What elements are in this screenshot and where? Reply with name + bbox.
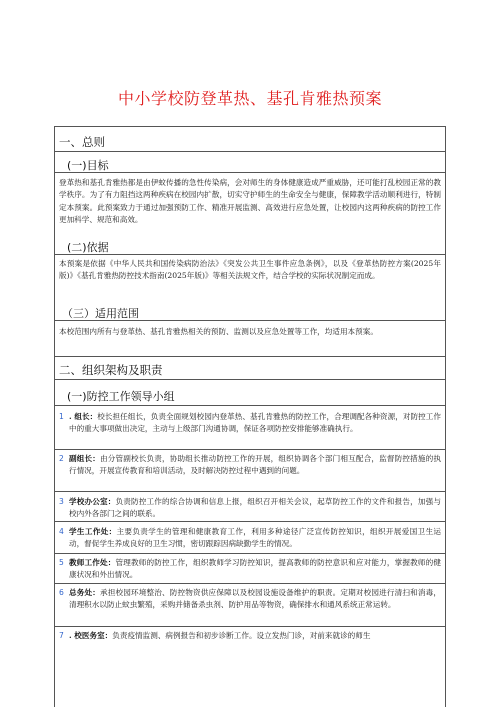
basis-paragraph: 本预案是依据《中华人民共和国传染病防治法》《突发公共卫生事件应急条例》，以及《登革热防控方案(2025年版)》《基孔肯雅热防控技术指南(2025年版)》等相关法规文件，结合学校的实际状况制定而成。 — [59, 259, 441, 281]
section-divider — [54, 521, 446, 522]
list-item-role: 学校办公室： — [69, 497, 116, 506]
section-divider — [54, 405, 446, 406]
list-item-text: 主要负责学生的管理和健康教育工作，利用多种途径广泛宣传防控知识，组织开展爱国卫生运动，督促学生养成良好的卫生习惯，密切跟踪因病缺勤学生的情况。 — [69, 527, 441, 549]
list-item-role: . 校医务室： — [69, 631, 113, 640]
list-item-text: 管理教师的防控工作，组织教师学习防控知识，提高教师的防控意识和应对能力，掌握教师的健康状况和外出情况。 — [69, 558, 442, 580]
list-item-role: 副组长： — [69, 454, 101, 463]
leading-group-heading: (一)防控工作领导小组 — [67, 390, 175, 403]
list-item-text: 承担校园环境整治、防控物资供应保障以及校园设施设备维护的职责。定期对校园进行清扫和消毒，清理积水以防止蚊虫繁殖，采购并储备杀虫剂、防护用品等物资，确保排水和通风系统正常运转。 — [69, 588, 441, 610]
section-divider — [54, 379, 446, 380]
basis-heading: (二)依据 — [67, 241, 109, 254]
objective-paragraph: 登革热和基孔肯雅热都是由伊蚊传播的急性传染病，会对师生的身体健康造成严重威胁，还可能打乱校园正常的教学秩序。为了有力阻挡这两种疾病在校园内扩散，切实守护师生的生命安全与健康，保障教学活动顺利进行，特制定本预案。此预案致力于通过加强预防工作、精准开展监测、高效进行应急处置，让校园内这两种疾病的防控工作更加科学、规范和高效。 — [59, 178, 441, 225]
list-item-number: 6 — [59, 588, 64, 597]
list-item-role: 总务处： — [69, 588, 101, 597]
list-item — [59, 411, 441, 436]
section-divider — [54, 254, 446, 255]
section-divider — [54, 172, 446, 173]
section-divider — [54, 553, 446, 554]
scope-paragraph: 本校范围内所有与登革热、基孔肯雅热相关的预防、监测以及应急处置等工作，均适用本预案。 — [59, 327, 378, 336]
list-item-number: 4 — [59, 527, 64, 536]
list-item — [59, 496, 441, 521]
list-item-number: 7 — [59, 631, 64, 640]
list-item-role: 学生工作处： — [69, 527, 117, 536]
list-item-number: 1 — [59, 412, 64, 421]
objective-heading: (一)目标 — [67, 159, 109, 172]
list-item-role: . 组长： — [69, 412, 98, 421]
list-item — [59, 453, 441, 478]
section-divider — [54, 449, 446, 450]
section-organization-heading: 二、组织架构及职责 — [59, 363, 163, 377]
document-title: 中小学校防登革热、基孔肯雅热预案 — [117, 89, 382, 108]
list-item — [59, 587, 441, 612]
list-item-number: 3 — [59, 497, 64, 506]
section-divider — [54, 356, 446, 357]
section-divider — [54, 583, 446, 584]
list-item — [59, 526, 441, 551]
list-item-role: 教师工作处： — [69, 558, 116, 567]
list-item-number: 5 — [59, 558, 64, 567]
list-item-text: 负责防控工作的综合协调和信息上报，组织召开相关会议，起草防控工作的文件和报告，加强与校内外各部门之间的联系。 — [69, 497, 442, 519]
list-item — [59, 630, 441, 642]
scope-heading: （三）适用范围 — [62, 307, 139, 320]
section-general-heading: 一、总则 — [59, 135, 105, 149]
list-item-text: 校长担任组长，负责全面规划校园内登革热、基孔肯雅热的防控工作，合理调配各种资源，对防控工作中的重大事项做出决定，主动与上级部门沟通协调，保证各项防控安排能够准确执行。 — [69, 412, 441, 434]
section-divider — [54, 626, 446, 627]
section-divider — [54, 491, 446, 492]
list-item — [59, 557, 441, 582]
section-divider — [54, 320, 446, 321]
section-divider — [54, 151, 446, 152]
list-item-text: 负责疫情监测、病例报告和初步诊断工作。设立发热门诊，对前来就诊的师生 — [112, 631, 371, 640]
list-item-text: 由分管副校长负责，协助组长推动防控工作的开展，组织协调各个部门相互配合，监督防控措施的执行情况，开展宣传教育和培训活动，及时解决防控过程中遇到的问题。 — [69, 454, 441, 476]
list-item-number: 2 — [59, 454, 64, 463]
